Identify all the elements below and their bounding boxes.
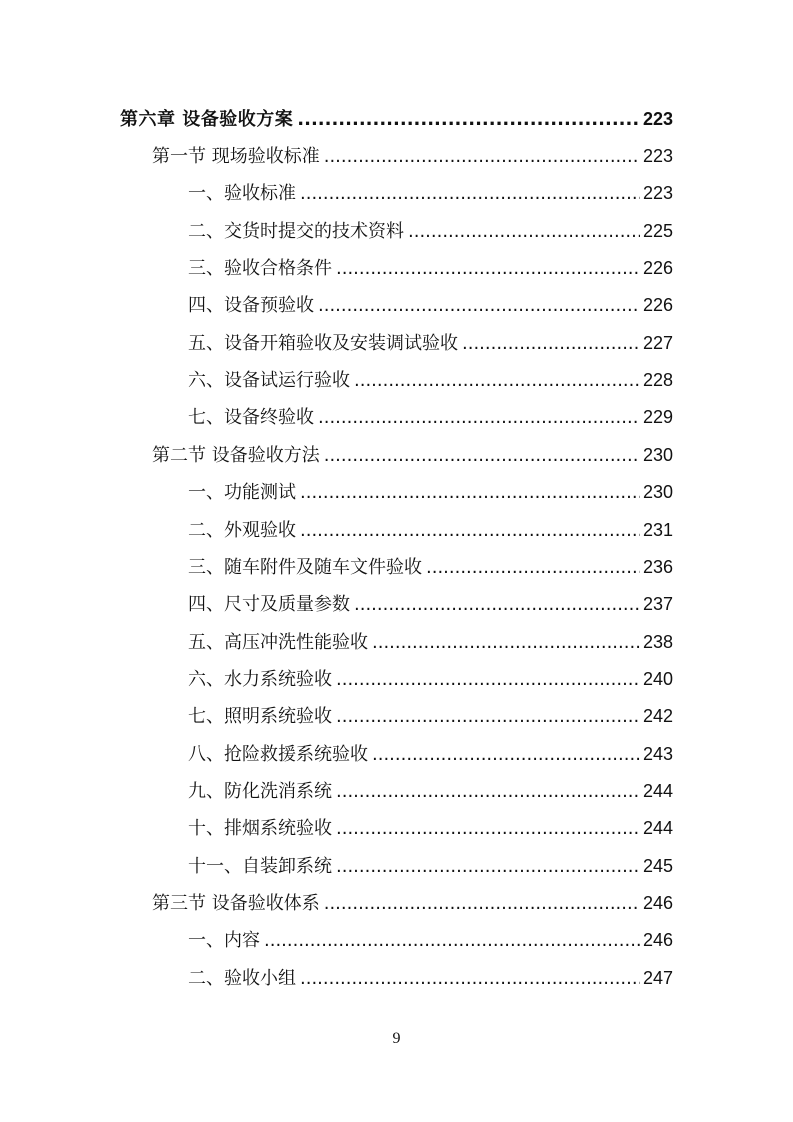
toc-item[interactable] xyxy=(188,253,673,283)
toc-item[interactable] xyxy=(188,925,673,955)
toc-leader-dots xyxy=(318,291,640,321)
toc-item[interactable] xyxy=(188,477,673,507)
toc-leader-dots xyxy=(336,702,640,732)
toc-entry-page: 226 xyxy=(642,258,673,278)
toc-item[interactable] xyxy=(188,739,673,769)
toc-entry-page: 240 xyxy=(642,669,673,689)
toc-leader-dots xyxy=(336,814,640,844)
toc-entry-label: 四、设备预验收 xyxy=(188,295,314,316)
toc-leader-dots xyxy=(336,254,640,284)
toc-entry-page: 230 xyxy=(642,482,673,502)
toc-item[interactable] xyxy=(188,589,673,619)
toc-entry-label: 五、高压冲洗性能验收 xyxy=(188,632,368,653)
toc-item[interactable] xyxy=(188,776,673,806)
toc-leader-dots xyxy=(372,740,640,770)
toc-entry-page: 242 xyxy=(642,706,673,726)
toc-leader-dots xyxy=(408,217,640,247)
toc-entry-label: 五、设备开箱验收及安装调试验收 xyxy=(188,333,458,354)
toc-entry-page: 244 xyxy=(642,781,673,801)
toc-entry-label: 八、抢险救援系统验收 xyxy=(188,744,368,765)
toc-entry-label: 四、尺寸及质量参数 xyxy=(188,594,350,615)
toc-leader-dots xyxy=(354,590,640,620)
toc-entry-page: 226 xyxy=(642,295,673,315)
toc-item[interactable] xyxy=(188,851,673,881)
toc-chapter-6[interactable] xyxy=(120,104,673,134)
toc-leader-dots xyxy=(300,179,640,209)
toc-leader-dots xyxy=(324,889,640,919)
toc-entry-label: 二、外观验收 xyxy=(188,520,296,541)
toc-entry-label: 七、照明系统验收 xyxy=(188,706,332,727)
toc-leader-dots xyxy=(372,628,640,658)
toc-entry-label: 一、验收标准 xyxy=(188,183,296,204)
toc-leader-dots xyxy=(300,478,640,508)
toc-entry-page: 246 xyxy=(642,893,673,913)
toc-item[interactable] xyxy=(188,701,673,731)
toc-leader-dots xyxy=(462,329,640,359)
toc-entry-page: 223 xyxy=(642,109,673,129)
toc-entry-page: 247 xyxy=(642,968,673,988)
toc-leader-dots xyxy=(297,105,640,135)
toc-item[interactable] xyxy=(188,813,673,843)
toc-item[interactable] xyxy=(188,963,673,993)
toc-leader-dots xyxy=(324,441,640,471)
toc-item[interactable] xyxy=(188,402,673,432)
toc-entry-label: 三、验收合格条件 xyxy=(188,258,332,279)
toc-entry-page: 244 xyxy=(642,818,673,838)
toc-item[interactable] xyxy=(188,216,673,246)
toc-item[interactable] xyxy=(188,552,673,582)
toc-leader-dots xyxy=(354,366,640,396)
toc-leader-dots xyxy=(426,553,640,583)
toc-leader-dots xyxy=(300,964,640,994)
toc-entry-page: 236 xyxy=(642,557,673,577)
toc-leader-dots xyxy=(264,926,640,956)
toc-entry-page: 231 xyxy=(642,520,673,540)
page-number: 9 xyxy=(392,1030,401,1047)
toc-entry-page: 245 xyxy=(642,856,673,876)
toc-item[interactable] xyxy=(188,328,673,358)
toc-entry-label: 第三节 设备验收体系 xyxy=(152,893,320,914)
toc-entry-label: 九、防化洗消系统 xyxy=(188,781,332,802)
toc-entry-page: 243 xyxy=(642,744,673,764)
toc-entry-page: 223 xyxy=(642,146,673,166)
toc-entry-label: 三、随车附件及随车文件验收 xyxy=(188,557,422,578)
toc-entry-page: 223 xyxy=(642,183,673,203)
toc-entry-page: 230 xyxy=(642,445,673,465)
toc-entry-label: 十、排烟系统验收 xyxy=(188,818,332,839)
toc-section-1[interactable] xyxy=(152,141,673,171)
toc-item[interactable] xyxy=(188,627,673,657)
toc-entry-label: 一、内容 xyxy=(188,930,260,951)
toc-entry-label: 六、水力系统验收 xyxy=(188,669,332,690)
toc-entry-page: 229 xyxy=(642,407,673,427)
toc-entry-page: 246 xyxy=(642,930,673,950)
toc-entry-label: 第六章 设备验收方案 xyxy=(120,109,294,130)
toc-entry-page: 228 xyxy=(642,370,673,390)
toc-leader-dots xyxy=(300,516,640,546)
toc-entry-page: 227 xyxy=(642,333,673,353)
toc-entry-label: 六、设备试运行验收 xyxy=(188,370,350,391)
toc-entry-page: 225 xyxy=(642,221,673,241)
toc-leader-dots xyxy=(336,852,640,882)
toc-entry-label: 第一节 现场验收标准 xyxy=(152,146,320,167)
toc-entry-label: 二、验收小组 xyxy=(188,968,296,989)
toc-entry-label: 二、交货时提交的技术资料 xyxy=(188,221,404,242)
toc-leader-dots xyxy=(336,777,640,807)
toc-item[interactable] xyxy=(188,365,673,395)
toc-item[interactable] xyxy=(188,178,673,208)
toc-item[interactable] xyxy=(188,664,673,694)
toc-entry-page: 237 xyxy=(642,594,673,614)
toc-section-3[interactable] xyxy=(152,888,673,918)
toc-entry-label: 十一、自装卸系统 xyxy=(188,856,332,877)
toc-section-2[interactable] xyxy=(152,440,673,470)
toc-item[interactable] xyxy=(188,290,673,320)
toc-entry-label: 一、功能测试 xyxy=(188,482,296,503)
toc-item[interactable] xyxy=(188,515,673,545)
toc-leader-dots xyxy=(318,403,640,433)
toc-leader-dots xyxy=(324,142,640,172)
toc-entry-label: 第二节 设备验收方法 xyxy=(152,445,320,466)
toc-entry-page: 238 xyxy=(642,632,673,652)
toc-entry-label: 七、设备终验收 xyxy=(188,407,314,428)
toc-leader-dots xyxy=(336,665,640,695)
